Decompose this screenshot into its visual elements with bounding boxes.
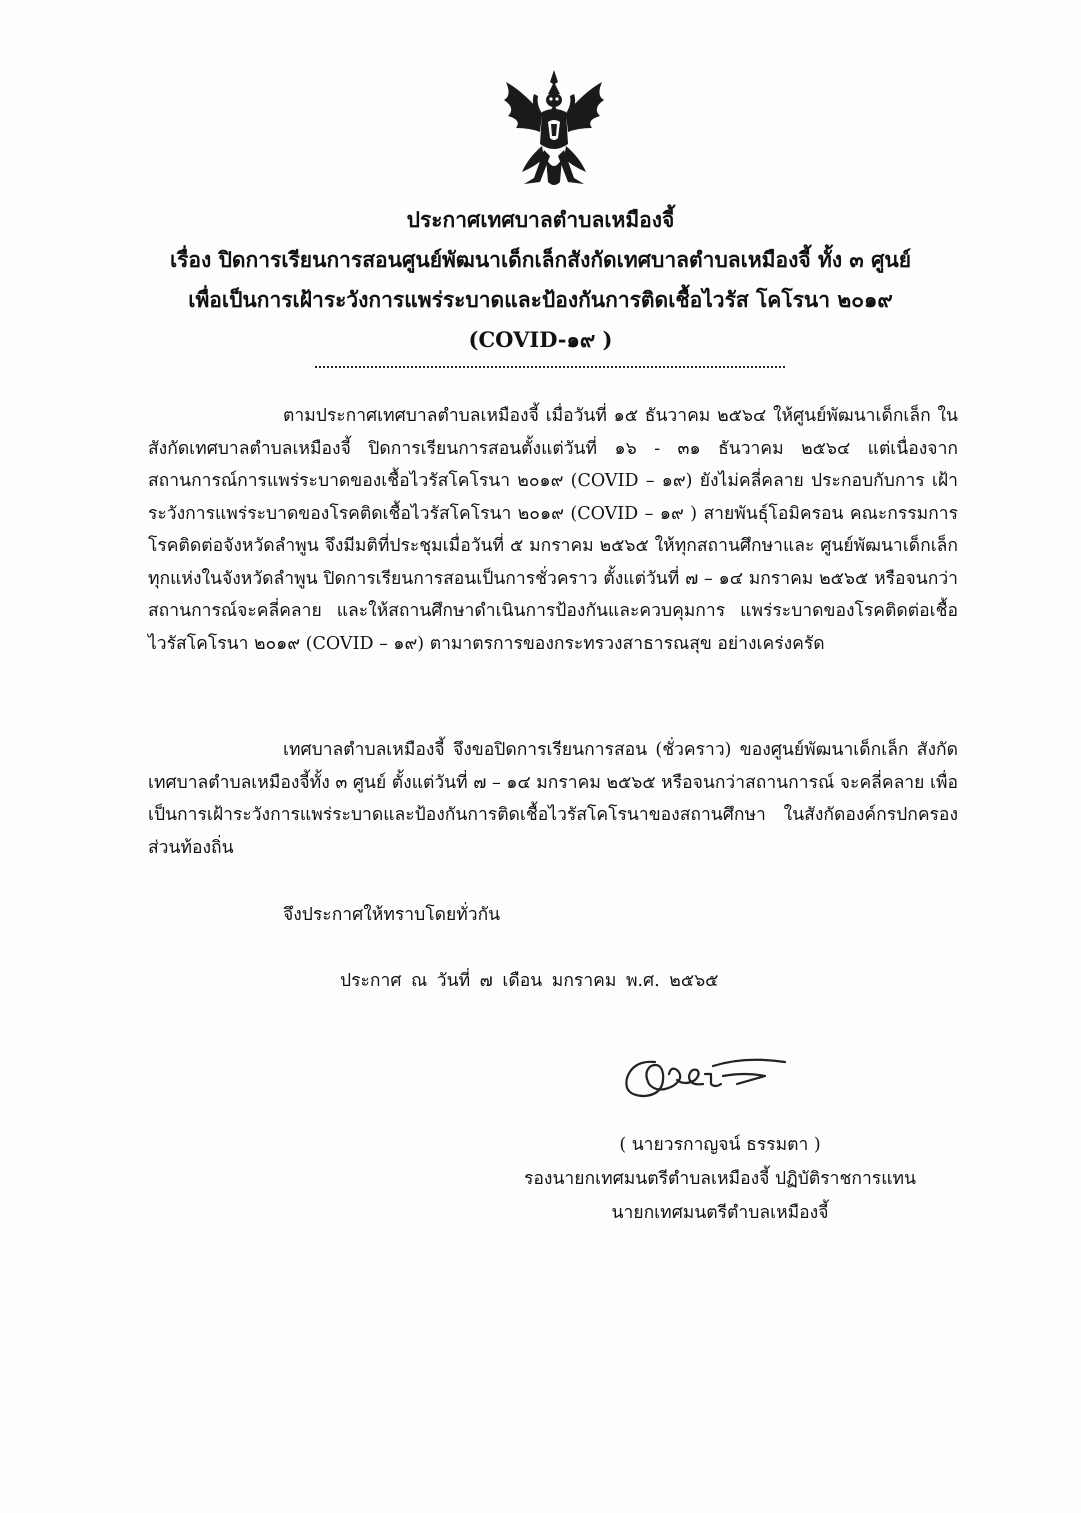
title-line-4: (COVID-๑๙ ) [468,327,613,352]
title-line-2: เรื่อง ปิดการเรียนการสอนศูนย์พัฒนาเด็กเล็กสังกัดเทศบาลตำบลเหมืองจี้ ทั้ง ๓ ศูนย์ [169,247,912,272]
body-paragraph-2 [148,734,958,864]
announcement-title [60,200,1021,360]
title-line-3: เพื่อเป็นการเฝ้าระวังการแพร่ระบาดและป้องกันการติดเชื้อไวรัส โคโรนา ๒๐๑๙ [188,287,893,312]
garuda-emblem-icon [494,62,614,192]
signatory-block [470,1128,970,1230]
date-line: ประกาศ ณ วันที่ ๗ เดือน มกราคม พ.ศ. ๒๕๖๕ [340,971,719,991]
signatory-position-2: นายกเทศมนตรีตำบลเหมืองจี้ [611,1203,829,1223]
signatory-position-1: รองนายกเทศมนตรีตำบลเหมืองจี้ ปฏิบัติราชการแทน [524,1169,916,1189]
signatory-name: ( นายวรกาญจน์ ธรรมตา ) [619,1135,821,1155]
paragraph-1-text: ตามประกาศเทศบาลตำบลเหมืองจี้ เมื่อวันที่ ๑๕ ธันวาคม ๒๕๖๔ ให้ศูนย์พัฒนาเด็กเล็ก ในสังกัดเทศบาลตำบลเหมืองจี้ ปิดการเรียนการสอนตั้งแต่วันที่ ๑๖ - ๓๑ ธันวาคม ๒๕๖๔ แต่เนื่องจาก สถานการณ์การแพร่ระบาดของเชื้อไวรัสโคโรนา ๒๐๑๙ (COVID – ๑๙) ยังไม่คลี่คลาย ประกอบกับการ เฝ้าระวังการแพร่ระบาดของโรคติดเชื้อไวรัสโคโรนา ๒๐๑๙ (COVID – ๑๙ ) สายพันธุ์โอมิครอน คณะกรรมการโรคติดต่อจังหวัดลำพูน จึงมีมติที่ประชุมเมื่อวันที่ ๕ มกราคม ๒๕๖๕ ให้ทุกสถานศึกษาและ ศูนย์พัฒนาเด็กเล็กทุกแห่งในจังหวัดลำพูน ปิดการเรียนการสอนเป็นการชั่วคราว ตั้งแต่วันที่ ๗ – ๑๔ มกราคม ๒๕๖๕ หรือจนกว่าสถานการณ์จะคลี่คลาย และให้สถานศึกษาดำเนินการป้องกันและควบคุมการ แพร่ระบาดของโรคติดต่อเชื้อไวรัสโคโรนา ๒๐๑๙ (COVID – ๑๙) ตามาตรการของกระทรวงสาธารณสุข อย่างเคร่งครัด [148,406,958,654]
body-paragraph-1 [148,400,958,660]
announce-statement: จึงประกาศให้ทราบโดยทั่วกัน [283,905,501,925]
paragraph-2-text: เทศบาลตำบลเหมืองจี้ จึงขอปิดการเรียนการสอน (ชั่วคราว) ของศูนย์พัฒนาเด็กเล็ก สังกัดเทศบาลตำบลเหมืองจี้ทั้ง ๓ ศูนย์ ตั้งแต่วันที่ ๗ – ๑๔ มกราคม ๒๕๖๕ หรือจนกว่าสถานการณ์ จะคลี่คลาย เพื่อเป็นการเฝ้าระวังการแพร่ระบาดและป้องกันการติดเชื้อไวรัสโคโรนาของสถานศึกษา ในสังกัดองค์กรปกครองส่วนท้องถิ่น [148,740,958,858]
title-line-1: ประกาศเทศบาลตำบลเหมืองจี้ [406,207,675,232]
dotted-divider [315,366,785,368]
handwritten-signature [615,1040,795,1110]
